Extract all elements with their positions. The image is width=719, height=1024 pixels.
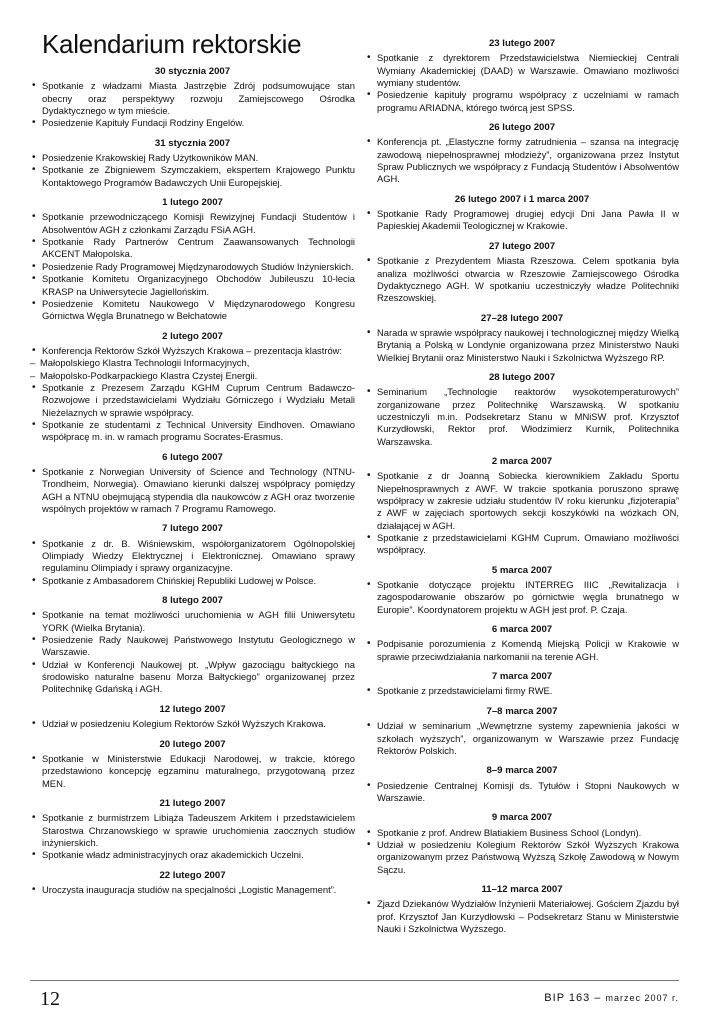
entry-list [30,345,355,444]
entry-list [365,720,679,757]
list-item: • Zjazd Dziekanów Wydziałów Inżynierii Materiałowej. Gościem Zjazdu był prof. Krzysztof Jan Kurzydłowski – Podsekretarz Stanu w Ministerstwie Nauki i Szkolnictwa Wyższego. [365,898,679,935]
entry-date: 30 stycznia 2007 [154,66,231,77]
list-item: • Spotkanie władz administracyjnych oraz akademickich Uczelni. [30,849,355,861]
entry-date: 21 lutego 2007 [159,797,226,809]
entry-date: 26 lutego 2007 [488,122,556,134]
entry-date: 6 lutego 2007 [162,451,223,463]
list-item: • Spotkanie z Prezesem Zarządu KGHM Cuprum Centrum Badawczo-Rozwojowe i przedstawicielami Wydziału Górniczego i Wydziału Metali Nieżelaznych w sprawie współpracy. [30,382,355,419]
footer-issue-month: marzec 2007 r. [605,993,679,1003]
entry-list [365,52,679,114]
entry-date: 7–8 marca 2007 [486,705,558,717]
entry-date: 9 marca 2007 [491,812,553,824]
list-item: • Spotkanie Rady Partnerów Centrum Zaawansowanych Technologii AKCENT Małopolska. [30,236,355,261]
list-item: • Seminarium „Technologie reaktorów wysokotemperaturowych” zorganizowane przez Politechnikę Warszawską. W spotkaniu uczestniczyli m.in. Podsekretarz Stanu w MNiSW prof. Krzysztof Kurzydłowski, Rektor prof. Włodzimierz Kurnik, Politechnika Warszawska. [365,386,679,448]
entry-list [365,470,679,556]
entry-list [365,208,679,233]
entry-date: 12 lutego 2007 [159,703,226,715]
list-item: • Spotkanie z dyrektorem Przedstawicielstwa Niemieckiej Centrali Wymiany Akademickiej (DAAD) w Warszawie. Omawiano możliwości wymiany studentów. [365,52,679,89]
entry-list [30,152,355,189]
list-item: • Spotkanie z dr. B. Wiśniewskim, współorganizatorem Ogólnopolskiej Olimpiady Wiedzy Elektrycznej i Elektronicznej. Omawiano sprawy regulaminu Olimpiady i sprawy organizacyjne. [30,538,355,575]
list-item: • Konferencja Rektorów Szkół Wyższych Krakowa – prezentacja klastrów: [30,345,355,357]
entry-date: 26 lutego 2007 i 1 marca 2007 [454,193,590,205]
entry-date: 2 marca 2007 [491,455,553,467]
entry-list [365,638,679,663]
left-column [30,66,355,904]
footer-bip: BIP 163 – [544,992,606,1004]
calendar-entry [30,798,355,862]
list-item: • Udział w posiedzeniu Kolegium Rektorów Szkół Wyższych Krakowa organizowanym przez Państwową Wyższą Szkołę Zawodową w Nowym Sączu. [365,839,679,876]
entry-list [30,466,355,515]
entry-list [30,718,355,730]
list-item: • Udział w Konferencji Naukowej pt. „Wpływ gazociągu bałtyckiego na środowisko naturalne basenu Morza Bałtyckiego” organizowanej przez Politechnikę Gdańską i AGH. [30,659,355,696]
calendar-entry [365,765,679,804]
list-item: • Posiedzenie Rady Programowej Międzynarodowych Studiów Inżynierskich. [30,261,355,273]
list-item: • Spotkanie dotyczące projektu INTERREG IIIC „Rewitalizacja i zagospodarowanie obszarów po górnictwie węgla brunatnego w Europie”. Koordynatorem projektu w AGH jest prof. P. Czaja. [365,579,679,616]
entry-list [30,538,355,587]
calendar-entry [30,452,355,516]
list-item: • Posiedzenie Krakowskiej Rady Użytkowników MAN. [30,152,355,164]
list-item: • Posiedzenie Komitetu Naukowego V Międzynarodowego Kongresu Górnictwa Węgla Brunatnego w Bełchatowie [30,298,355,323]
page-number: 12 [40,988,60,1010]
list-item: • Spotkanie ze Zbigniewem Szymczakiem, ekspertem Krajowego Punktu Kontaktowego Programów Badawczych Unii Europejskiej. [30,164,355,189]
list-item: • Spotkanie z Ambasadorem Chińskiej Republiki Ludowej w Polsce. [30,575,355,587]
entry-date: 8 lutego 2007 [162,595,223,607]
list-item: • Spotkanie z Prezydentem Miasta Rzeszowa. Celem spotkania była analiza możliwości otwarcia w Rzeszowie Zamiejscowego Ośrodka Dydaktycznego AGH. W spotkaniu uczestniczyły władze Politechniki Rzeszowskiej. [365,255,679,304]
calendar-entry [365,565,679,616]
calendar-entry [365,624,679,663]
calendar-entry [365,671,679,698]
sub-item: – Małopolskiego Klastra Technologii Informacyjnych, [30,357,355,369]
entry-date: 27–28 lutego 2007 [480,312,564,324]
list-item: • Spotkanie na temat możliwości uruchomienia w AGH filii Uniwersytetu YORK (Wielka Brytania). [30,609,355,634]
entry-list [30,812,355,861]
calendar-entry [30,595,355,696]
list-item: • Podpisanie porozumienia z Komendą Miejską Policji w Krakowie w sprawie przeciwdziałania narkomanii na terenie AGH. [365,638,679,663]
calendar-entry [30,138,355,189]
entry-date: 27 lutego 2007 [488,240,556,252]
entry-list [30,884,355,896]
entry-list [365,327,679,364]
calendar-entry [365,884,679,935]
entry-list [365,827,679,876]
calendar-entry [30,331,355,444]
entry-list [365,255,679,304]
calendar-entry [365,456,679,557]
calendar-entry [30,870,355,897]
entry-date: 5 marca 2007 [491,564,553,576]
entry-list [365,780,679,805]
calendar-entry [365,706,679,757]
entry-list [365,386,679,448]
entry-date: 31 stycznia 2007 [154,137,231,149]
list-item: • Spotkanie z przedstawicielami firmy RWE. [365,685,679,697]
list-item: • Spotkanie z dr Joanną Sobiecka kierownikiem Zakładu Sportu Niepełnosprawnych z AWF. W trakcie spotkania poruszono sprawę współpracy w zakresie udziału studentów IV roku kierunku „fizjoterapia” z AWF w zajęciach sportowych sekcji koszykówki na wózkach ON, działającej w AGH. [365,470,679,532]
sub-item: – Małopolsko-Podkarpackiego Klastra Czystej Energii. [30,370,355,382]
entry-date: 7 marca 2007 [491,671,553,683]
list-item: • Spotkanie z Norwegian University of Science and Technology (NTNU-Trondheim, Norwegia). Omawiano kierunki dalszej współpracy pomiędzy AGH a NTNU obejmującą stypendia dla naukowców z AGH oraz tworzenie wspólnych projektów w ramach 7 Programu Ramowego. [30,466,355,515]
list-item: • Narada w sprawie współpracy naukowej i technologicznej między Wielką Brytanią a Polską w Londynie organizowana przez Ministerstwo Nauki Wielkiej Brytanii oraz Ministerstwo Nauki i Szkolnictwa Wyższego RP. [365,327,679,364]
entry-list [30,211,355,322]
calendar-entry [30,197,355,322]
calendar-entry [30,739,355,790]
list-item: • Posiedzenie Kapituły Fundacji Rodziny Engelów. [30,117,355,129]
entry-date: 11–12 marca 2007 [481,883,563,895]
entry-list [365,136,679,185]
list-item: • Posiedzenie Rady Naukowej Państwowego Instytutu Geologicznego w Warszawie. [30,634,355,659]
calendar-entry [365,38,679,114]
calendar-entry [365,194,679,233]
list-item: • Spotkanie w Ministerstwie Edukacji Narodowej, w trakcie, którego przedstawiono koncepcję egzaminu maturalnego, przygotowaną przez MEN. [30,753,355,790]
calendar-entry [365,372,679,448]
entry-date: 22 lutego 2007 [159,869,226,881]
list-item: • Spotkanie ze studentami z Technical University Eindhoven. Omawiano współpracę m. in. w ramach programu Socrates-Erasmus. [30,419,355,444]
entry-list [365,579,679,616]
entry-date: 8–9 marca 2007 [486,765,558,777]
calendar-entry [30,523,355,587]
list-item: • Spotkanie z przedstawicielami KGHM Cuprum. Omawiano możliwości współpracy. [365,532,679,557]
entry-list [365,898,679,935]
right-column [365,38,679,943]
entry-date: 2 lutego 2007 [162,330,223,342]
list-item: • Posiedzenie Centralnej Komisji ds. Tytułów i Stopni Naukowych w Warszawie. [365,780,679,805]
list-item: • Posiedzenie kapituły programu współpracy z uczelniami w ramach programu ARIADNA, którego twórcą jest SPSS. [365,89,679,114]
calendar-entry [365,313,679,364]
list-item: • Spotkanie Rady Programowej drugiej edycji Dni Jana Pawła II w Papieskiej Akademii Teologicznej w Krakowie. [365,208,679,233]
list-item: • Spotkanie z prof. Andrew Blatiakiem Business School (Londyn). [365,827,679,839]
list-item: • Spotkanie z burmistrzem Libiąża Tadeuszem Arkitem i przedstawicielem Starostwa Chrzanowskiego w sprawie uruchomienia zaocznych studiów inżynierskich. [30,812,355,849]
entry-list [30,609,355,695]
list-item: • Uroczysta inauguracja studiów na specjalności „Logistic Management”. [30,884,355,896]
calendar-entry [365,812,679,876]
list-item: • Udział w posiedzeniu Kolegium Rektorów Szkół Wyższych Krakowa. [30,718,355,730]
entry-date: 23 lutego 2007 [488,38,556,49]
list-item: • Konferencja pt. „Elastyczne formy zatrudnienia – szansa na integrację zawodową niepełnosprawnej młodzieży”, organizowana przez Instytut Spraw Publicznych we współpracy z Fundacją Studentów i Absolwentów AGH. [365,136,679,185]
list-item: • Udział w seminarium „Wewnętrzne systemy zapewnienia jakości w szkołach wyższych”, organizowanym w Warszawie przez Fundację Rektorów Polskich. [365,720,679,757]
entry-list [30,753,355,790]
entry-date: 6 marca 2007 [491,624,553,636]
calendar-entry [30,704,355,731]
footer-issue [544,992,679,1004]
list-item: • Spotkanie z władzami Miasta Jastrzębie Zdrój podsumowujące stan obecny oraz perspektywy rozwoju Zamiejscowego Ośrodka Dydaktycznego w tym mieście. [30,80,355,117]
list-item: • Spotkanie przewodniczącego Komisji Rewizyjnej Fundacji Studentów i Absolwentów AGH z członkami Zarządu FSiA AGH. [30,211,355,236]
page-title: Kalendarium rektorskie [42,29,302,59]
calendar-entry [30,66,355,130]
entry-list [365,685,679,697]
entry-date: 20 lutego 2007 [159,738,226,750]
footer-divider [30,980,679,981]
calendar-entry [365,241,679,305]
entry-date: 7 lutego 2007 [162,523,223,535]
entry-date: 1 lutego 2007 [162,197,223,209]
entry-date: 28 lutego 2007 [488,371,556,383]
entry-list [30,80,355,129]
calendar-entry [365,122,679,186]
list-item: • Spotkanie Komitetu Organizacyjnego Obchodów Jubileuszu 10-lecia KRASP na Uniwersytecie Jagiellońskim. [30,273,355,298]
